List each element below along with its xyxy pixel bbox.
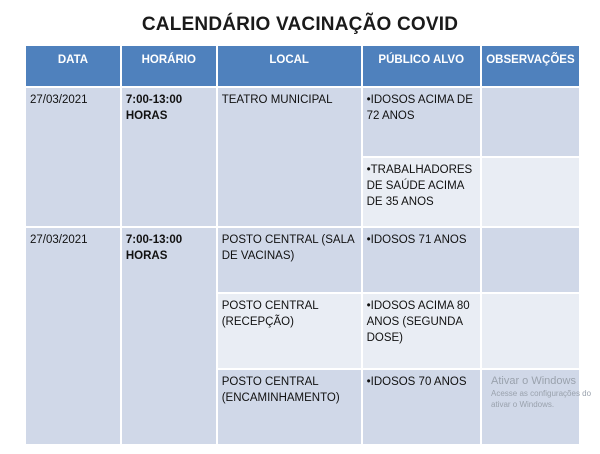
cell-observacoes bbox=[481, 227, 580, 293]
header-observacoes: OBSERVAÇÕES bbox=[481, 45, 580, 87]
page-title: CALENDÁRIO VACINAÇÃO COVID bbox=[141, 14, 459, 35]
windows-activation-watermark bbox=[491, 374, 591, 410]
watermark-line-1: Ativar o Windows bbox=[491, 375, 576, 387]
cell-date: 27/03/2021 bbox=[25, 87, 121, 227]
cell-observacoes bbox=[481, 157, 580, 227]
header-publico-alvo: PÚBLICO ALVO bbox=[362, 45, 481, 87]
cell-observacoes bbox=[481, 87, 580, 157]
cell-date: 27/03/2021 bbox=[25, 227, 121, 445]
cell-time: 7:00-13:00 HORAS bbox=[121, 227, 217, 445]
cell-publico-alvo: •TRABALHADORES DE SAÚDE ACIMA DE 35 ANOS bbox=[362, 157, 481, 227]
cell-local: POSTO CENTRAL (RECEPÇÃO) bbox=[217, 293, 362, 369]
header-data: DATA bbox=[25, 45, 121, 87]
cell-publico-alvo: •IDOSOS ACIMA DE 72 ANOS bbox=[362, 87, 481, 157]
cell-observacoes bbox=[481, 293, 580, 369]
table-row bbox=[25, 87, 580, 157]
cell-publico-alvo: •IDOSOS 71 ANOS bbox=[362, 227, 481, 293]
header-horario: HORÁRIO bbox=[121, 45, 217, 87]
watermark-line-3: ativar o Windows. bbox=[491, 400, 555, 409]
cell-local: TEATRO MUNICIPAL bbox=[217, 87, 362, 227]
table-row bbox=[25, 227, 580, 293]
cell-time: 7:00-13:00 HORAS bbox=[121, 87, 217, 227]
table-header-row bbox=[25, 45, 580, 87]
cell-publico-alvo: •IDOSOS 70 ANOS bbox=[362, 369, 481, 445]
header-local: LOCAL bbox=[217, 45, 362, 87]
cell-publico-alvo: •IDOSOS ACIMA 80 ANOS (SEGUNDA DOSE) bbox=[362, 293, 481, 369]
watermark-line-2: Acesse as configurações do bbox=[491, 389, 592, 398]
cell-local: POSTO CENTRAL (ENCAMINHAMENTO) bbox=[217, 369, 362, 445]
cell-local: POSTO CENTRAL (SALA DE VACINAS) bbox=[217, 227, 362, 293]
